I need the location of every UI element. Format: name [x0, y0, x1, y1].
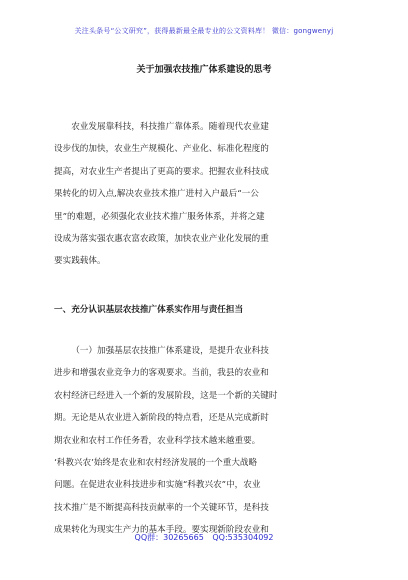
footer-qq-number: QQ:535304092 — [212, 533, 274, 542]
paragraph-line: 期。无论是从农业进入新阶段的特点看，还是从完成新时 — [54, 413, 269, 424]
section-heading-1: 一、充分认识基层农技推广体系实作用与责任担当 — [54, 305, 244, 315]
paragraph-line: 果转化的切入点,解决农业技术推广进村入户最后“一公 — [54, 189, 259, 200]
paragraph-line: 里”的难题，必须强化农业技术推广服务体系，并将之建 — [54, 211, 265, 222]
paragraph-line: 设成为落实强农惠农富农政策，加快农业产业化发展的重 — [54, 233, 269, 244]
footer-qq-group: QQ群：30265665 — [134, 533, 204, 542]
paragraph-line: 要实践载体。 — [54, 256, 106, 267]
paragraph-line: 技术推广是不断提高科技贡献率的一个关键环节，是科技 — [54, 502, 269, 513]
footer-contact — [0, 532, 408, 543]
paragraph-line: 农业发展靠科技，科技推广靠体系。随着现代农业建 — [71, 122, 269, 132]
paragraph-intro — [54, 116, 356, 273]
paragraph-line: 成果转化为现实生产力的基本手段。要实现新阶段农业和 — [54, 525, 269, 536]
paragraph-line: 问题。在促进农业科技进步和实施“科教兴农”中，农业 — [54, 480, 261, 491]
paragraph-line: 设步伐的加快，农业生产规模化、产业化、标准化程度的 — [54, 144, 269, 155]
paragraph-line: ‘科教兴农’始终是农业和农村经济发展的一个重大战略 — [54, 457, 258, 468]
paragraph-line: （一）加强基层农技推广体系建设，是提升农业科技 — [71, 346, 269, 356]
header-promo-note: 关注头条号“公文研究”，获得最新最全最专业的公文资料库！ 微信：gongwenyj — [74, 27, 334, 35]
paragraph-line: 期农业和农村工作任务看，农业科学技术越来越重要。 — [54, 435, 261, 446]
paragraph-line: 农村经济已经进入一个新的发展阶段，这是一个新的关键时 — [54, 390, 278, 401]
paragraph-line: 提高，对农业生产者提出了更高的要求。把握农业科技成 — [54, 166, 269, 177]
paragraph-line: 进步和增强农业竞争力的客观要求。当前，我县的农业和 — [54, 368, 269, 379]
document-title: 关于加强农技推广体系建设的思考 — [136, 65, 272, 75]
paragraph-section1 — [54, 340, 356, 542]
